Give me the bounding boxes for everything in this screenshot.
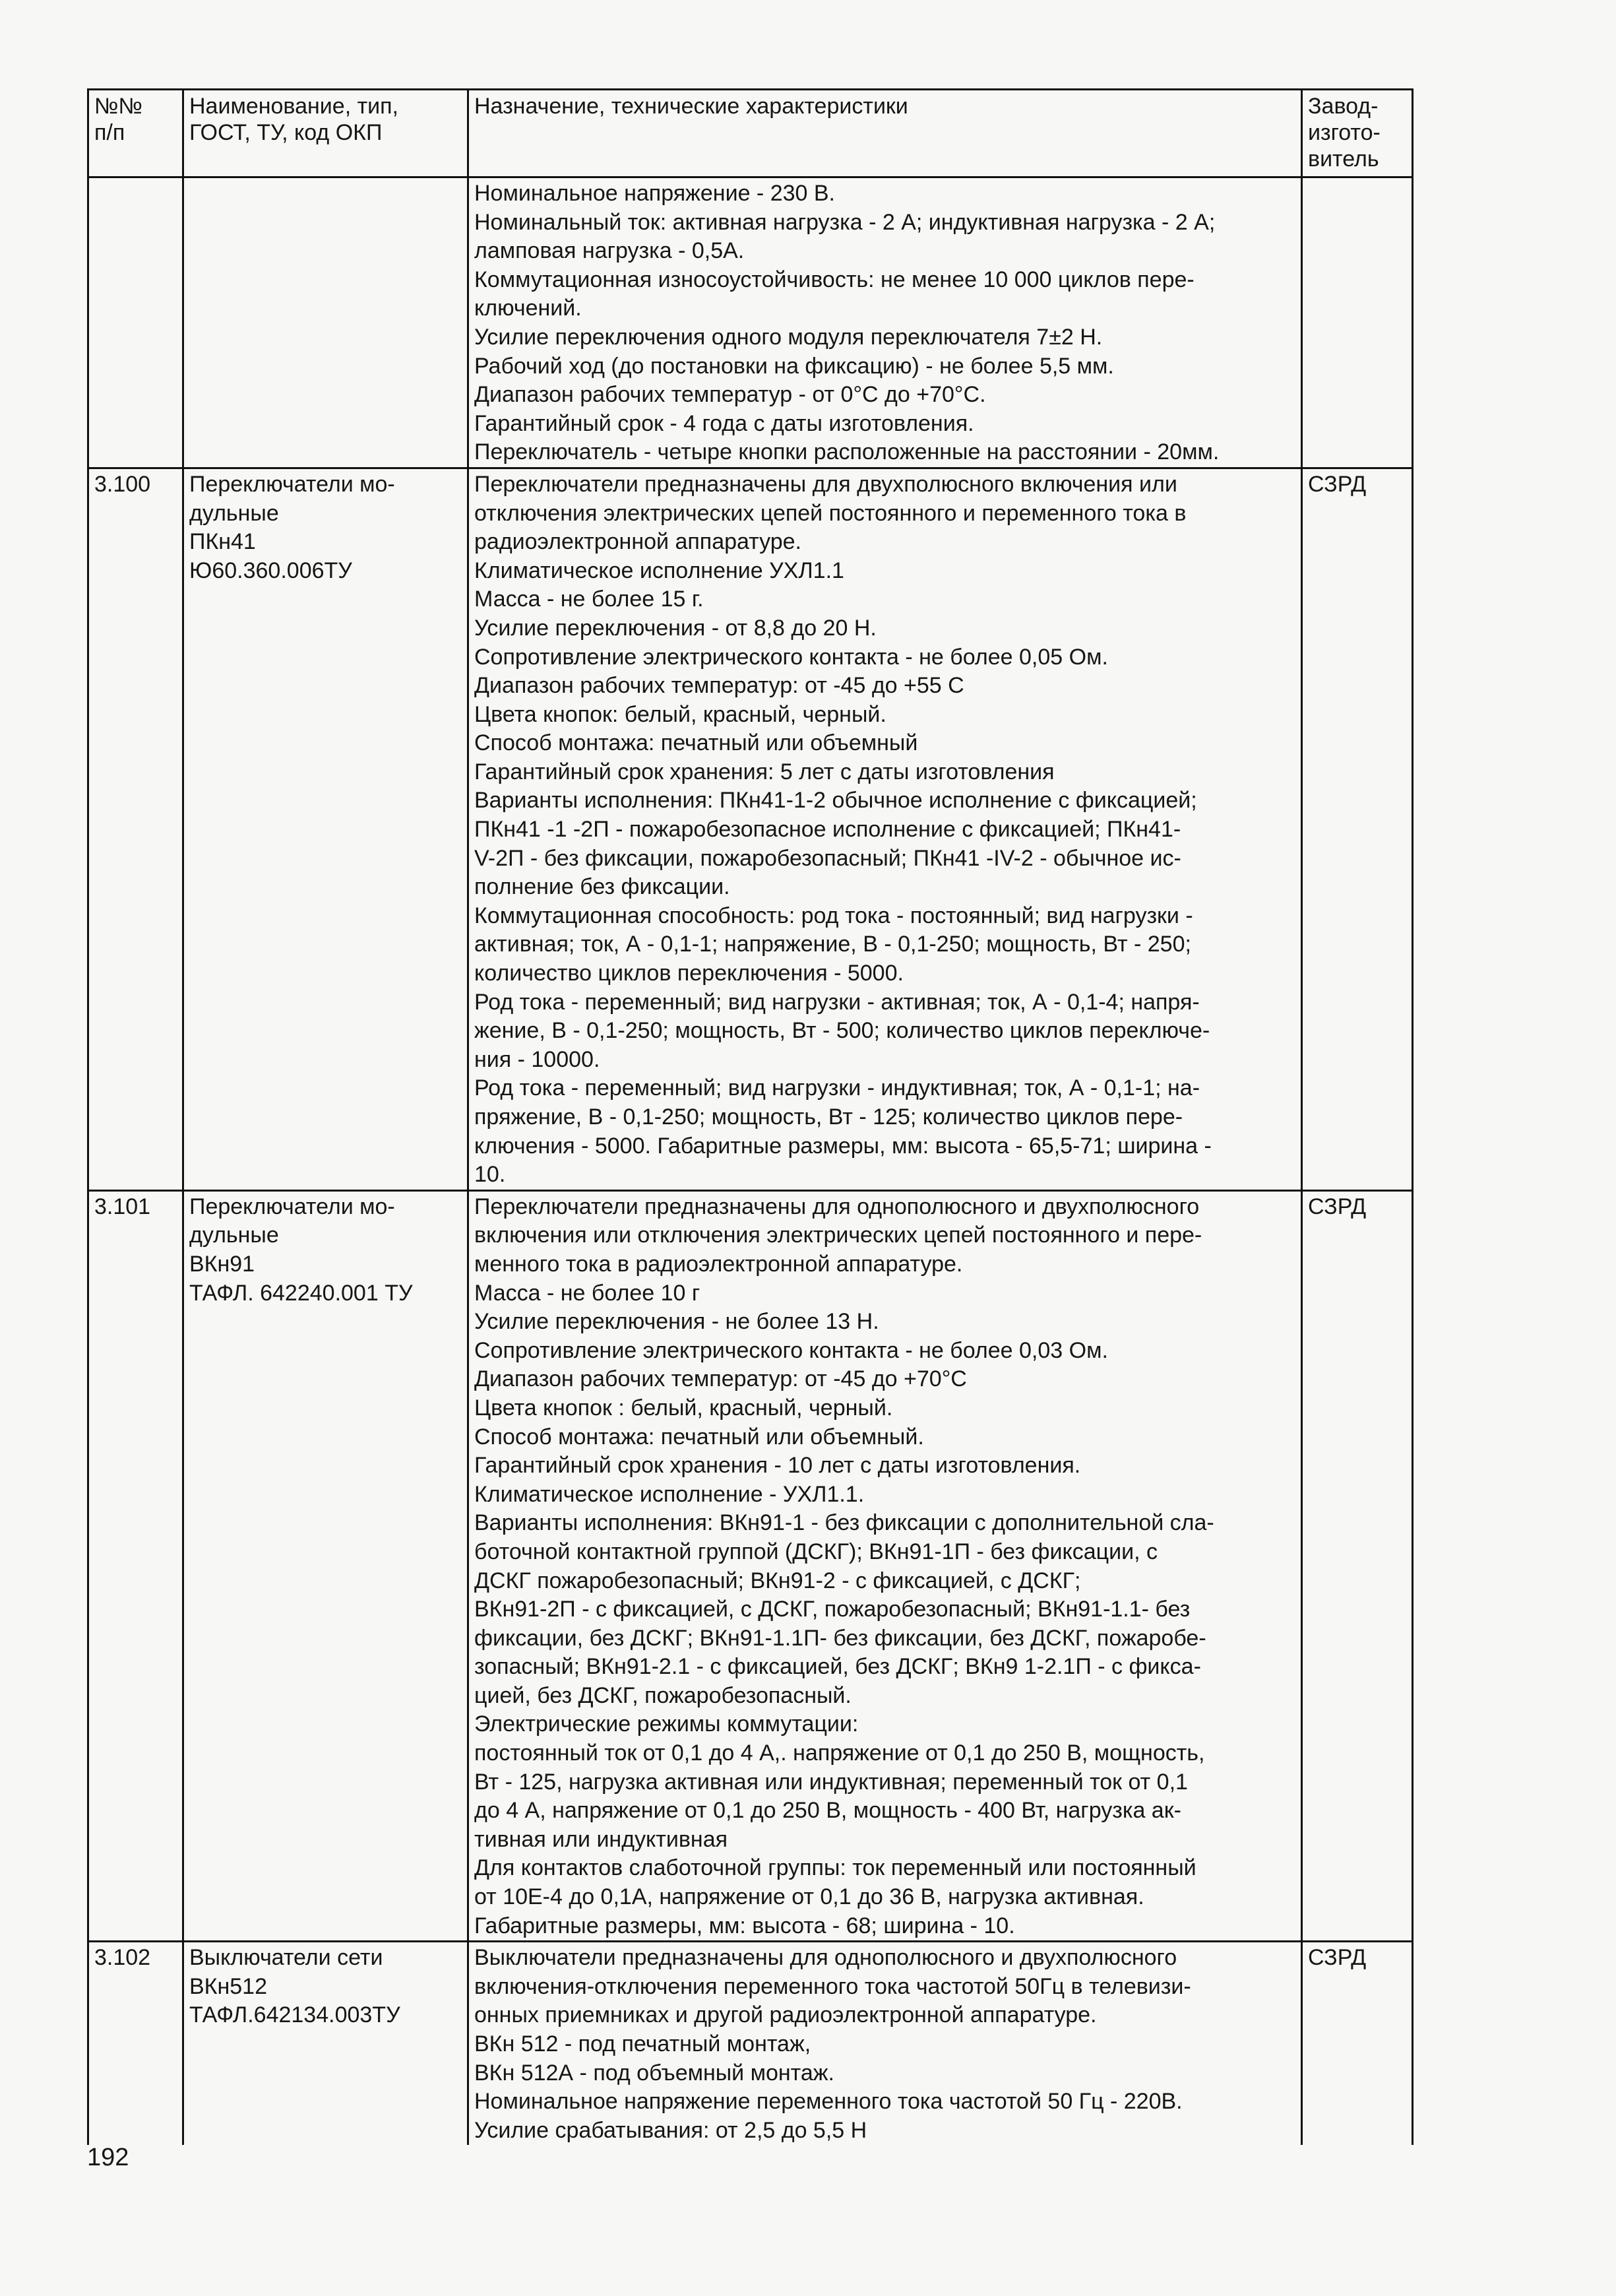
description-line: до 4 А, напряжение от 0,1 до 250 В, мощность - 400 Вт, нагрузка ак- (474, 1798, 1181, 1824)
description-line: Электрические режимы коммутации: (474, 1711, 859, 1737)
table-row (88, 177, 1413, 468)
row-number (88, 177, 183, 468)
description-line: Коммутационная износоустойчивость: не менее 10 000 циклов пере- (474, 267, 1195, 292)
description-line: фиксации, без ДСКГ; ВКн91-1.1П- без фиксации, без ДСКГ, пожаробе- (474, 1625, 1206, 1651)
description-line: от 10Е-4 до 0,1А, напряжение от 0,1 до 36 В, нагрузка активная. (474, 1884, 1144, 1910)
description-line: ВКн 512А - под объемный монтаж. (474, 2060, 834, 2086)
description-line: тивная или индуктивная (474, 1826, 728, 1852)
description-line: радиоэлектронной аппаратуре. (474, 529, 802, 555)
product-name-line: дульные (189, 1223, 279, 1248)
manufacturer: СЗРД (1302, 468, 1413, 1190)
description-line: Сопротивление электрического контакта - не более 0,03 Ом. (474, 1337, 1108, 1363)
description-line: Коммутационная способность: род тока - постоянный; вид нагрузки - (474, 903, 1193, 928)
description-line: Гарантийный срок хранения: 5 лет с даты изготовления (474, 759, 1055, 784)
description-line: Способ монтажа: печатный или объемный (474, 730, 918, 756)
description-line: Переключатели предназначены для двухполюсного включения или (474, 471, 1177, 497)
header-line: витель (1308, 146, 1379, 172)
header-line: №№ (94, 94, 142, 119)
description-line: жение, В - 0,1-250; мощность, Вт - 500; количество циклов переключе- (474, 1018, 1210, 1044)
description-line: Переключатели предназначены для однополюсного и двухполюсного (474, 1194, 1200, 1219)
description-line: Номинальный ток: активная нагрузка - 2 А; индуктивная нагрузка - 2 А; (474, 209, 1216, 235)
description-line: 10. (474, 1162, 506, 1188)
manufacturer: СЗРД (1302, 1942, 1413, 2146)
description-line: Способ монтажа: печатный или объемный. (474, 1424, 924, 1450)
product-name-line: Переключатели мо- (189, 1194, 395, 1219)
product-name-line: ПКн41 (189, 529, 256, 555)
description-line: Род тока - переменный; вид нагрузки - активная; ток, А - 0,1-4; напря- (474, 989, 1200, 1015)
row-number: 3.102 (88, 1942, 183, 2146)
description-line: Гарантийный срок - 4 года с даты изготовления. (474, 410, 974, 436)
description-line: Выключатели предназначены для однополюсного и двухполюсного (474, 1945, 1177, 1971)
product-name-line: ВКн91 (189, 1251, 255, 1277)
description-line: Для контактов слаботочной группы: ток переменный или постоянный (474, 1855, 1196, 1881)
description-line: Усилие переключения - от 8,8 до 20 Н. (474, 615, 877, 641)
product-name-line: ТАФЛ.642134.003ТУ (189, 2002, 400, 2028)
description-line: Габаритные размеры, мм: высота - 68; ширина - 10. (474, 1913, 1015, 1938)
description-line: полнение без фиксации. (474, 874, 730, 900)
header-description (468, 90, 1302, 177)
description-line: Род тока - переменный; вид нагрузки - индуктивная; ток, А - 0,1-1; на- (474, 1075, 1200, 1101)
description-line: зопасный; ВКн91-2.1 - с фиксацией, без ДСКГ; ВКн9 1-2.1П - с фикса- (474, 1654, 1201, 1680)
product-name (183, 177, 468, 468)
product-name-line: Переключатели мо- (189, 471, 395, 497)
description-line: Цвета кнопок : белый, красный, черный. (474, 1395, 893, 1420)
header-line: Назначение, технические характеристики (474, 94, 908, 119)
row-number: 3.100 (88, 468, 183, 1190)
description-line: постоянный ток от 0,1 до 4 А,. напряжение от 0,1 до 250 В, мощность, (474, 1740, 1205, 1766)
product-description (468, 468, 1302, 1190)
description-line: ключения - 5000. Габаритные размеры, мм: высота - 65,5-71; ширина - (474, 1133, 1212, 1159)
description-line: Цвета кнопок: белый, красный, черный. (474, 701, 886, 727)
description-line: ДСКГ пожаробезопасный; ВКн91-2 - с фиксацией, с ДСКГ; (474, 1568, 1081, 1593)
description-line: боточной контактной группой (ДСКГ); ВКн91-1П - без фиксации, с (474, 1539, 1158, 1564)
page-number: 192 (87, 2144, 129, 2171)
description-line: Гарантийный срок хранения - 10 лет с даты изготовления. (474, 1453, 1081, 1479)
description-line: цией, без ДСКГ, пожаробезопасный. (474, 1682, 852, 1708)
header-line: изгото- (1308, 120, 1381, 145)
description-line: ПКн41 -1 -2П - пожаробезопасное исполнение с фиксацией; ПКн41- (474, 817, 1181, 843)
description-line: Номинальное напряжение переменного тока частотой 50 Гц - 220В. (474, 2089, 1183, 2115)
product-name-line: Ю60.360.006ТУ (189, 558, 352, 583)
product-description (468, 1190, 1302, 1941)
description-line: Климатическое исполнение - УХЛ1.1. (474, 1481, 865, 1507)
table-body (88, 177, 1413, 2146)
manufacturer (1302, 177, 1413, 468)
description-line: Рабочий ход (до постановки на фиксацию) - не более 5,5 мм. (474, 353, 1114, 379)
table-header-row (88, 90, 1413, 177)
catalog-table (87, 88, 1414, 2145)
product-name-line: ВКн512 (189, 1973, 267, 1999)
header-line: ГОСТ, ТУ, код ОКП (189, 120, 383, 145)
description-line: менного тока в радиоэлектронной аппаратуре. (474, 1251, 963, 1277)
row-number: 3.101 (88, 1190, 183, 1941)
header-name (183, 90, 468, 177)
description-line: онных приемниках и другой радиоэлектронной аппаратуре. (474, 2002, 1097, 2028)
description-line: пряжение, В - 0,1-250; мощность, Вт - 125; количество циклов пере- (474, 1104, 1183, 1130)
manufacturer: СЗРД (1302, 1190, 1413, 1941)
description-line: активная; ток, А - 0,1-1; напряжение, В - 0,1-250; мощность, Вт - 250; (474, 932, 1191, 957)
product-name (183, 1190, 468, 1941)
description-line: ламповая нагрузка - 0,5А. (474, 238, 745, 264)
description-line: V-2П - без фиксации, пожаробезопасный; ПКн41 -IV-2 - обычное ис- (474, 845, 1181, 871)
table-row (88, 468, 1413, 1190)
product-name-line: Выключатели сети (189, 1945, 383, 1971)
description-line: ВКн 512 - под печатный монтаж, (474, 2031, 811, 2057)
description-line: Сопротивление электрического контакта - не более 0,05 Ом. (474, 644, 1108, 670)
description-line: отключения электрических цепей постоянного и переменного тока в (474, 500, 1187, 526)
product-description (468, 1942, 1302, 2146)
product-name-line: ТАФЛ. 642240.001 ТУ (189, 1280, 413, 1306)
header-number (88, 90, 183, 177)
table-row (88, 1190, 1413, 1941)
description-line: включения или отключения электрических цепей постоянного и пере- (474, 1223, 1202, 1248)
description-line: Масса - не более 15 г. (474, 587, 704, 612)
description-line: включения-отключения переменного тока частотой 50Гц в телевизи- (474, 1973, 1191, 1999)
description-line: Усилие переключения одного модуля переключателя 7±2 Н. (474, 324, 1103, 350)
description-line: Климатическое исполнение УХЛ1.1 (474, 558, 844, 583)
description-line: Переключатель - четыре кнопки расположенные на расстоянии - 20мм. (474, 439, 1220, 465)
description-line: Диапазон рабочих температур - от 0°С до +70°С. (474, 382, 986, 408)
table-row (88, 1942, 1413, 2146)
header-manufacturer (1302, 90, 1413, 177)
product-name-line: дульные (189, 500, 279, 526)
description-line: ния - 10000. (474, 1046, 600, 1072)
description-line: количество циклов переключения - 5000. (474, 961, 904, 986)
header-line: п/п (94, 120, 125, 145)
product-name (183, 1942, 468, 2146)
description-line: Вт - 125, нагрузка активная или индуктивная; переменный ток от 0,1 (474, 1769, 1188, 1795)
description-line: Усилие срабатывания: от 2,5 до 5,5 Н (474, 2117, 867, 2143)
header-line: Завод- (1308, 94, 1379, 119)
description-line: Варианты исполнения: ВКн91-1 - без фиксации с дополнительной сла- (474, 1510, 1214, 1536)
description-line: Варианты исполнения: ПКн41-1-2 обычное исполнение с фиксацией; (474, 788, 1197, 813)
description-line: ВКн91-2П - с фиксацией, с ДСКГ, пожаробезопасный; ВКн91-1.1- без (474, 1597, 1191, 1622)
description-line: Номинальное напряжение - 230 В. (474, 181, 835, 206)
header-line: Наименование, тип, (189, 94, 399, 119)
description-line: Усилие переключения - не более 13 Н. (474, 1309, 879, 1335)
description-line: ключений. (474, 296, 582, 321)
product-description (468, 177, 1302, 468)
description-line: Диапазон рабочих температур: от -45 до +70°С (474, 1366, 967, 1392)
description-line: Диапазон рабочих температур: от -45 до +55 С (474, 673, 964, 699)
description-line: Масса - не более 10 г (474, 1280, 700, 1306)
product-name (183, 468, 468, 1190)
